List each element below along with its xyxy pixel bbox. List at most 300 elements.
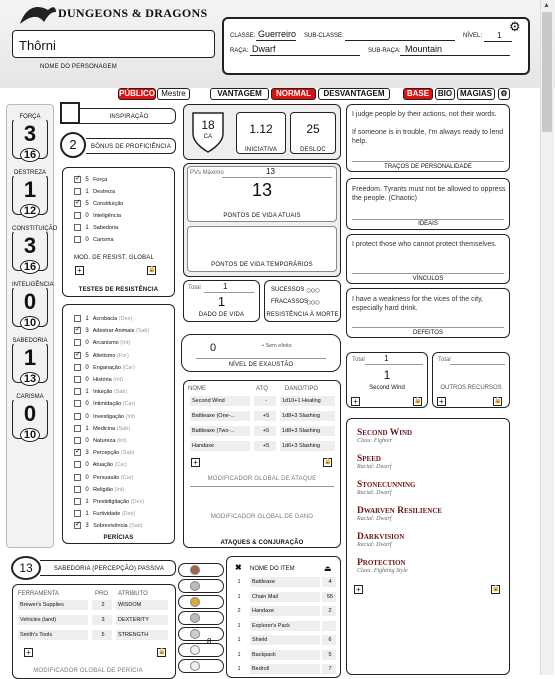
attribute-2[interactable] <box>12 226 58 282</box>
level-label: NÍVEL: <box>463 33 483 39</box>
skill-name: Adestrar Animais <box>92 328 135 335</box>
skill-mod: 1 <box>85 511 89 518</box>
skill-proficiency-checkbox[interactable] <box>74 461 81 468</box>
skill-name: Religião <box>93 486 113 493</box>
base-tab[interactable]: BASE <box>403 88 433 100</box>
scroll-up-arrow-icon[interactable]: ▲ <box>543 2 550 9</box>
skill-mod: 0 <box>85 340 89 347</box>
attribute-score[interactable]: 16 <box>20 148 40 162</box>
attribute-mod[interactable]: 1 <box>23 177 37 202</box>
hit-dice-total[interactable]: 1 <box>223 282 228 291</box>
skill-name: Investigação <box>93 413 124 420</box>
skill-name: História <box>93 377 112 383</box>
attack-bonus: +5 <box>254 426 276 436</box>
item-weight <box>322 621 336 631</box>
skill-name: Acrobacia <box>92 316 118 322</box>
subrace-value[interactable]: Mountain <box>405 44 443 54</box>
spells-tab[interactable]: MAGIAS <box>457 88 495 100</box>
skill-row[interactable] <box>74 460 127 470</box>
coin-slot[interactable] <box>178 579 224 593</box>
skill-row[interactable] <box>74 448 134 458</box>
attack-bonus: +5 <box>254 411 276 421</box>
skill-proficiency-checkbox[interactable] <box>74 449 81 456</box>
feature-item[interactable] <box>357 454 392 470</box>
logo-text: DUNGEONS & DRAGONS <box>58 6 208 20</box>
skill-attr: (For) <box>116 352 129 359</box>
skill-row[interactable] <box>74 338 130 348</box>
race-value[interactable]: Dwarf <box>252 44 276 54</box>
save-proficiency-checkbox[interactable] <box>74 224 81 231</box>
skill-mod: 0 <box>85 462 89 469</box>
coin-icon <box>190 597 200 607</box>
options-icon[interactable]: ⚙ <box>498 88 510 100</box>
feature-item[interactable] <box>357 506 442 522</box>
skill-proficiency-checkbox[interactable] <box>74 339 81 346</box>
add-tool-button[interactable]: + <box>24 648 33 657</box>
skill-row[interactable] <box>74 521 143 531</box>
skill-proficiency-checkbox[interactable] <box>74 352 81 359</box>
item-qty: 1 <box>232 650 244 660</box>
attack-bonus: - <box>254 396 276 406</box>
item-weight: 5 <box>322 650 336 660</box>
skills-title: PERÍCIAS <box>103 535 134 541</box>
feature-title: Dwarven Resilience <box>357 506 443 516</box>
tool-attr: STRENGTH <box>116 630 168 640</box>
master-button[interactable]: Mestre <box>157 88 190 100</box>
attribute-mod[interactable]: 1 <box>23 345 37 370</box>
skill-mod: 0 <box>85 413 89 420</box>
feature-title: Protection <box>357 558 406 568</box>
skill-mod: 0 <box>85 474 89 481</box>
tools-header-pro: PRO <box>95 591 109 597</box>
attribute-name: SABEDORIA <box>12 338 48 344</box>
tool-pro: 3 <box>92 615 112 625</box>
skill-proficiency-checkbox[interactable] <box>74 474 81 481</box>
advantage-button[interactable]: VANTAGEM <box>210 88 269 100</box>
skill-name: Arcanismo <box>92 340 119 347</box>
item-name: Backpack <box>250 650 320 660</box>
attribute-name: CARISMA <box>12 394 48 400</box>
passive-label: SABEDORIA (PERCEPÇÃO) PASSIVA <box>53 566 165 572</box>
skill-name: Prestidigitação <box>93 499 130 505</box>
lock-attack-icon[interactable]: 🔒 <box>324 459 332 465</box>
attack-damage: 1d6+3 Slashing <box>280 441 335 451</box>
item-weight: 7 <box>322 664 336 674</box>
skill-attr: (Sab) <box>135 328 150 335</box>
disadvantage-button[interactable]: DESVANTAGEM <box>318 88 390 100</box>
save-proficiency-checkbox[interactable] <box>74 212 81 219</box>
save-name: Carisma <box>93 237 114 243</box>
item-name: Battleaxe <box>250 577 320 587</box>
scroll-thumb[interactable] <box>542 12 552 132</box>
character-name-label: NOME DO PERSONAGEM <box>40 64 117 70</box>
coin-slot[interactable] <box>178 627 224 641</box>
attribute-mod[interactable]: 3 <box>23 233 37 258</box>
skill-row[interactable] <box>74 387 127 397</box>
saves-title: TESTES DE RESISTÊNCIA <box>78 287 159 293</box>
attribute-4[interactable] <box>12 338 48 394</box>
skill-attr: (Int) <box>116 438 127 444</box>
feature-source: Racial: Dwarf <box>357 542 392 548</box>
skill-row[interactable] <box>74 351 129 361</box>
add-resource-2-button[interactable]: + <box>437 397 446 406</box>
coin-icon <box>190 613 200 623</box>
gear-icon[interactable]: ⚙ <box>509 19 521 34</box>
skill-mod: 1 <box>85 425 89 432</box>
coin-slot[interactable] <box>178 659 224 673</box>
save-row[interactable] <box>74 223 118 233</box>
skill-proficiency-checkbox[interactable] <box>74 510 81 517</box>
item-qty: 1 <box>232 664 244 674</box>
skill-attr: (Int) <box>113 377 124 383</box>
skill-attr: (Car) <box>122 401 136 408</box>
skill-name: Natureza <box>93 438 116 444</box>
item-qty: 1 <box>232 621 244 631</box>
coin-count-8[interactable]: 8 <box>207 637 212 646</box>
skill-row[interactable] <box>74 314 132 324</box>
skill-attr: (Sab) <box>113 389 128 396</box>
skill-name: Intimidação <box>93 401 122 408</box>
lock-resource-2-icon[interactable]: 🔒 <box>494 398 502 404</box>
inventory-panel <box>226 556 341 678</box>
proficiency-label: BÔNUS DE PROFICIÊNCIA <box>91 144 171 150</box>
save-name: Destreza <box>93 189 116 195</box>
speed-label: DESLOC <box>300 147 326 153</box>
item-weight: 4 <box>322 577 336 587</box>
coin-icon <box>190 629 200 639</box>
skill-proficiency-checkbox[interactable] <box>74 400 81 407</box>
normal-button[interactable]: NORMAL <box>271 88 316 100</box>
skill-mod: 1 <box>85 389 89 396</box>
skill-name: Percepção <box>93 450 120 457</box>
hit-dice-label: DADO DE VIDA <box>198 312 245 318</box>
skill-proficiency-checkbox[interactable] <box>74 364 81 371</box>
coin-icon <box>190 661 200 671</box>
skill-name: Medicina <box>93 425 116 432</box>
skill-row[interactable] <box>74 485 124 495</box>
subclass-label: SUB-CLASSE: <box>304 33 344 39</box>
feature-source: Racial: Dwarf <box>357 490 392 496</box>
skill-proficiency-checkbox[interactable] <box>74 437 81 444</box>
current-hp-label: PONTOS DE VIDA ATUAIS <box>223 213 301 219</box>
skill-mod: 0 <box>85 377 89 383</box>
death-success-circles[interactable]: ○○○ <box>306 285 320 295</box>
skill-mod: 0 <box>85 486 89 493</box>
add-feature-button[interactable]: + <box>354 585 363 594</box>
skill-name: Furtividade <box>93 511 121 518</box>
character-name: Thôrni <box>19 38 56 53</box>
feature-title: Stonecunning <box>357 480 416 490</box>
item-weight: 55 <box>322 592 336 602</box>
resource-1-name: Second Wind <box>369 385 405 391</box>
skill-attr: (Des) <box>118 316 133 322</box>
flaws-text: I have a weakness for the vices of the city, especially hard drink. <box>352 296 483 312</box>
item-qty: 1 <box>232 592 244 602</box>
tools-header-name: FERRAMENTA <box>18 591 59 597</box>
resource-1-total[interactable]: 1 <box>384 354 389 363</box>
speed-value[interactable]: 25 <box>306 122 320 136</box>
attacks-header-atk: ATQ <box>256 386 268 392</box>
skill-row[interactable] <box>74 399 135 409</box>
coin-icon <box>190 581 200 591</box>
skill-row[interactable] <box>74 424 130 434</box>
skill-proficiency-checkbox[interactable] <box>74 425 81 432</box>
attacks-global-atk: MODIFICADOR GLOBAL DE ATAQUE <box>207 476 317 482</box>
attack-name: Handaxe <box>190 441 250 451</box>
feature-item[interactable] <box>357 480 415 496</box>
skill-row[interactable] <box>74 363 135 373</box>
skill-attr: (Int) <box>120 340 131 347</box>
attribute-1[interactable] <box>12 170 48 226</box>
skill-mod: 0 <box>85 401 89 408</box>
feature-source: Racial: Dwarf <box>357 464 392 470</box>
coin-slot[interactable] <box>178 611 224 625</box>
coin-slot[interactable] <box>178 563 224 577</box>
exhaustion-value[interactable]: 0 <box>210 342 217 354</box>
skill-proficiency-checkbox[interactable] <box>74 388 81 395</box>
skill-row[interactable] <box>74 326 149 336</box>
skill-proficiency-checkbox[interactable] <box>74 376 81 383</box>
tools-header-attr: ATRIBUTO <box>118 591 148 597</box>
item-name: Handaxe <box>250 606 320 616</box>
skill-name: Enganação <box>93 364 121 371</box>
skill-attr: (Car) <box>114 462 128 469</box>
skill-name: Sobrevivência <box>93 523 128 530</box>
subrace-label: SUB-RAÇA: <box>368 48 401 54</box>
skill-mod: 1 <box>85 499 89 505</box>
skill-row[interactable] <box>74 509 135 519</box>
skill-proficiency-checkbox[interactable] <box>74 486 81 493</box>
skill-attr: (Des) <box>121 511 136 518</box>
item-name: Shield <box>250 635 320 645</box>
skill-proficiency-checkbox[interactable] <box>74 315 81 322</box>
attack-damage: 1d10+1 Healing <box>280 396 335 406</box>
inspiration-box[interactable] <box>60 102 80 124</box>
personality-text: I judge people by their actions, not their words. If someone is in trouble, I'm always ready to lend help. <box>352 111 504 145</box>
item-qty: 2 <box>232 606 244 616</box>
save-mod: 1 <box>85 225 89 231</box>
attribute-score[interactable]: 13 <box>20 372 40 386</box>
attribute-3[interactable] <box>12 282 54 338</box>
attribute-5[interactable] <box>12 394 48 450</box>
skill-name: Atuação <box>92 462 113 469</box>
armor-class-shield <box>190 110 226 154</box>
death-fail-circles[interactable]: ○○○ <box>306 297 320 307</box>
temp-hp-label: PONTOS DE VIDA TEMPORÁRIOS <box>211 262 313 268</box>
attribute-name: DESTREZA <box>13 170 46 176</box>
initiative-label: INICIATIVA <box>244 147 278 153</box>
item-weight: 2 <box>322 606 336 616</box>
skill-row[interactable] <box>74 412 135 422</box>
skill-attr: (Sab) <box>116 425 131 432</box>
attribute-score[interactable]: 12 <box>20 204 40 218</box>
skill-proficiency-checkbox[interactable] <box>74 522 81 529</box>
save-proficiency-checkbox[interactable] <box>74 200 81 207</box>
exhaustion-effect: • Sem efeito <box>262 343 292 349</box>
resource-2-name: OUTROS RECURSOS <box>440 385 502 391</box>
skill-attr: (Sab) <box>129 523 143 530</box>
skill-row[interactable] <box>74 473 133 483</box>
feature-title: Speed <box>357 454 381 464</box>
personality-label: TRAÇOS DE PERSONALIDADE <box>384 164 472 170</box>
feature-source: Class: Fighter <box>357 438 392 444</box>
public-button[interactable]: PÚBLICO <box>119 89 155 98</box>
attack-damage: 1d8+3 Slashing <box>280 426 335 436</box>
save-name: Inteligência <box>93 213 121 219</box>
save-proficiency-checkbox[interactable] <box>74 188 81 195</box>
skill-row[interactable] <box>74 497 144 507</box>
save-row[interactable] <box>74 187 115 197</box>
skill-mod: 1 <box>85 316 89 322</box>
hit-dice-value[interactable]: 1 <box>217 294 226 309</box>
ideals-text: Freedom. Tyrants must not be allowed to oppress the people. (Chaotic) <box>352 186 506 202</box>
save-proficiency-checkbox[interactable] <box>74 236 81 243</box>
flaws-label: DEFEITOS <box>413 330 443 336</box>
tool-name: Smith's Tools <box>18 630 88 640</box>
coin-slot[interactable] <box>178 595 224 609</box>
exhaustion-label: NÍVEL DE EXAUSTÃO <box>228 362 294 368</box>
hit-dice-total-label: Total <box>188 285 201 291</box>
resource-1-value[interactable]: 1 <box>383 368 391 382</box>
save-mod: 5 <box>85 201 89 207</box>
attribute-mod[interactable]: 3 <box>23 121 37 146</box>
lock-tool-icon[interactable]: 🔒 <box>158 649 166 655</box>
skill-attr: (Int) <box>114 486 125 493</box>
inspiration-label: INSPIRAÇÃO <box>109 114 149 120</box>
skill-attr: (Car) <box>122 364 135 371</box>
coin-slot[interactable] <box>178 643 224 657</box>
delete-column-icon: ✖ <box>235 563 242 572</box>
save-row[interactable] <box>74 211 121 221</box>
add-save-button[interactable]: + <box>75 266 84 275</box>
attribute-score[interactable]: 10 <box>20 428 40 442</box>
attacks-header-dmg: DANO/TIPO <box>285 386 319 392</box>
passive-perception-circle: 13 <box>11 556 41 580</box>
feature-title: Second Wind <box>357 428 413 438</box>
tool-attr: WISDOM <box>116 600 168 610</box>
feature-title: Darkvision <box>357 532 405 542</box>
save-name: Força <box>93 177 108 183</box>
armor-class-value[interactable]: 18 <box>201 118 215 132</box>
feature-item[interactable] <box>357 428 412 444</box>
attribute-score[interactable]: 10 <box>20 316 40 330</box>
tools-global-label: MODIFICADOR GLOBAL DE PERÍCIA <box>33 668 143 674</box>
attribute-0[interactable] <box>12 114 48 170</box>
skill-name: Atletismo <box>92 352 116 359</box>
item-name: Bedroll <box>250 664 320 674</box>
lock-save-icon[interactable]: 🔒 <box>148 267 156 273</box>
weight-icon: ⏏ <box>324 564 332 573</box>
save-proficiency-checkbox[interactable] <box>74 176 81 183</box>
current-hp-value[interactable]: 13 <box>251 180 273 200</box>
character-name-field[interactable] <box>12 30 215 58</box>
save-mod: 0 <box>85 213 89 219</box>
add-attack-button[interactable]: + <box>191 458 200 467</box>
bonds-label: VÍNCULOS <box>412 276 444 282</box>
feature-item[interactable] <box>357 558 408 574</box>
attacks-title: ATAQUES & CONJURAÇÃO <box>220 540 304 546</box>
attack-name: Battleaxe (One-... <box>190 411 250 421</box>
tool-attr: DEXTERITY <box>116 615 168 625</box>
max-hp-value[interactable]: 13 <box>266 167 275 176</box>
tool-pro: 5 <box>92 630 112 640</box>
dragon-logo-icon <box>18 2 58 28</box>
skill-name: Persuasão <box>93 474 120 481</box>
inventory-header-name: NOME DO ITEM <box>250 566 295 572</box>
attribute-name: INTELIGÊNCIA <box>12 282 54 288</box>
attribute-mod[interactable]: 0 <box>23 289 37 314</box>
attribute-name: FORÇA <box>12 114 48 120</box>
save-row[interactable] <box>74 235 114 245</box>
tool-name: Brewer's Supplies <box>18 600 88 610</box>
feature-source: Racial: Dwarf <box>357 516 392 522</box>
skill-mod: 3 <box>85 450 89 457</box>
attack-name: Battleaxe (Two-... <box>190 426 250 436</box>
skill-row[interactable] <box>74 375 123 385</box>
save-row[interactable] <box>74 175 107 185</box>
attribute-name: CONSTITUIÇÃO <box>12 226 58 232</box>
feature-item[interactable] <box>357 532 404 548</box>
skill-attr: (Car) <box>120 474 134 481</box>
death-fail-label: FRACASSOS <box>271 299 309 305</box>
initiative-value[interactable]: 1.12 <box>249 122 273 136</box>
attack-name: Second Wind <box>190 396 250 406</box>
item-qty: 1 <box>232 577 244 587</box>
skill-mod: 5 <box>85 352 89 359</box>
save-mod: 0 <box>85 237 89 243</box>
save-mod: 1 <box>85 189 89 195</box>
attack-damage: 1d8+3 Slashing <box>280 411 335 421</box>
armor-class-label: CA <box>203 134 213 140</box>
lock-feature-icon[interactable]: 🔒 <box>492 586 500 592</box>
save-mod: 5 <box>85 177 89 183</box>
death-saves-label: RESISTÊNCIA À MORTE <box>266 312 339 318</box>
skill-mod: 0 <box>85 364 89 371</box>
item-name: Chain Mail <box>250 592 320 602</box>
skill-attr: (Sab) <box>120 450 135 457</box>
save-row[interactable] <box>74 199 123 209</box>
add-resource-button[interactable]: + <box>351 397 360 406</box>
skill-row[interactable] <box>74 436 127 446</box>
skill-mod: 3 <box>85 523 89 530</box>
proficiency-circle: 2 <box>60 132 86 158</box>
skill-name: Intuição <box>93 389 113 396</box>
skill-proficiency-checkbox[interactable] <box>74 327 81 334</box>
class-value[interactable]: Guerreiro <box>258 29 297 39</box>
skill-mod: 0 <box>85 438 89 444</box>
skill-mod: 3 <box>85 328 89 335</box>
tool-name: Vehicles (land) <box>18 615 88 625</box>
skill-proficiency-checkbox[interactable] <box>74 413 81 420</box>
attacks-header-name: NOME <box>188 386 206 392</box>
save-name: Constituição <box>93 201 124 207</box>
class-label: CLASSE: <box>230 33 256 39</box>
item-qty: 1 <box>232 635 244 645</box>
level-value[interactable]: 1 <box>497 31 502 40</box>
resource-2-total-label: Total <box>438 357 451 363</box>
attribute-score[interactable]: 16 <box>20 260 40 274</box>
attribute-mod[interactable]: 0 <box>23 401 37 426</box>
save-name: Sabedoria <box>93 225 119 231</box>
skill-attr: (Des) <box>130 499 145 505</box>
max-hp-label: PVs Máximo <box>190 170 224 176</box>
skill-proficiency-checkbox[interactable] <box>74 498 81 505</box>
lock-resource-icon[interactable]: 🔒 <box>414 398 422 404</box>
coin-icon <box>190 645 200 655</box>
ideals-label: IDEAIS <box>418 221 438 227</box>
bio-tab[interactable]: BIO <box>435 88 455 100</box>
skill-attr: (Int) <box>125 413 136 420</box>
